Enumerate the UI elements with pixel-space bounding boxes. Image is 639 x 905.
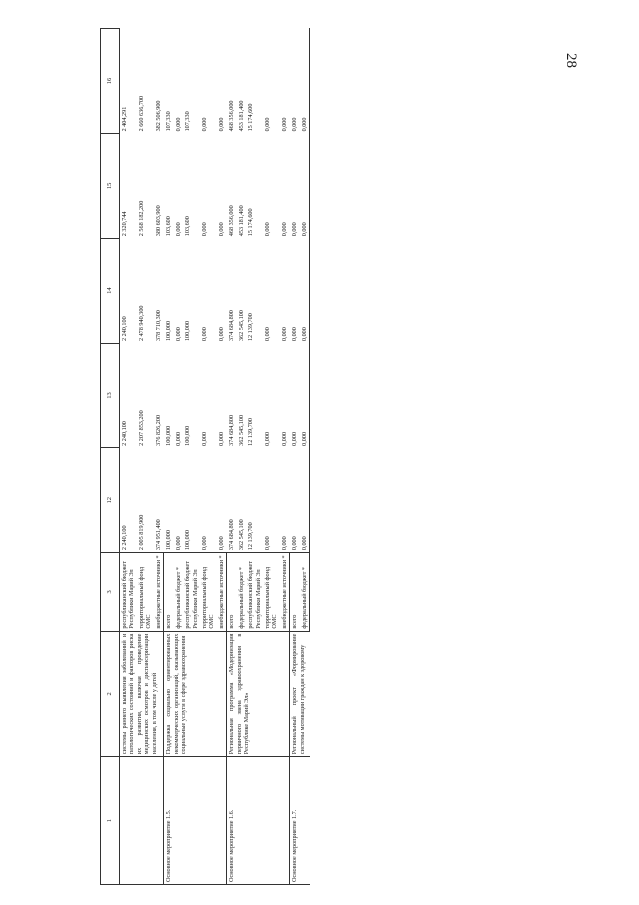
column-header: 16	[101, 29, 120, 134]
event-description: Региональная программа «Модернизация первичного звена здравоохранения в Республике Марий Эл»	[227, 631, 290, 757]
amount-cell: 0,000	[280, 327, 288, 342]
column-header: 15	[101, 133, 120, 238]
amount-cell: 0,000	[290, 327, 298, 342]
amount-cell: 378 710,300	[154, 310, 162, 342]
table-body	[120, 29, 310, 885]
page-number	[560, 40, 580, 80]
amount-cell: 0,000	[174, 536, 182, 551]
funding-source: республиканский бюджет Республики Марий Эл	[183, 553, 200, 631]
amount-cell: 15 174,600	[247, 208, 255, 237]
amount-cell: 2 240,100	[121, 421, 128, 446]
amount-cell: 2 478 940,300	[137, 305, 145, 342]
funding-source: внебюджетные источники *	[217, 553, 227, 631]
amount-cell: 0,000	[264, 327, 271, 342]
amount-cell: 0,000	[217, 117, 225, 132]
amount-cell: 0,000	[280, 222, 288, 237]
table-row	[120, 29, 137, 885]
event-label: Основное мероприятие 1.6.	[227, 757, 290, 885]
amount-cell: 15 174,600	[247, 103, 255, 132]
funding-source: территориальный фонд ОМС	[263, 553, 280, 631]
amount-cell: 0,000	[264, 536, 271, 551]
amount-cell: 0,000	[300, 448, 310, 553]
funding-source: всего	[290, 553, 300, 631]
amount-cell: 0,000	[290, 222, 298, 237]
amount-cell: 2 404,291	[121, 106, 128, 132]
funding-source: федеральный бюджет *	[237, 553, 246, 631]
amount-cell: 12 139,700	[247, 418, 255, 446]
event-label: Основное мероприятие 1.5.	[164, 757, 227, 885]
amount-cell: 100,000	[184, 425, 192, 446]
page-number-text: 28	[562, 52, 579, 68]
amount-cell: 468 356,000	[227, 205, 235, 237]
amount-cell: 0,000	[290, 117, 298, 132]
amount-cell: 362 545,100	[237, 519, 245, 551]
table-row	[227, 29, 237, 885]
event-label: Основное мероприятие 1.7.	[290, 757, 310, 885]
amount-cell: 100,000	[164, 320, 172, 342]
amount-cell: 0,000	[174, 327, 182, 342]
event-description: Поддержка социально ориентированных некоммерческих организаций, оказывающих социальные услуги в сфере здравоохранения	[164, 631, 227, 757]
funding-source: территориальный фонд ОМС	[137, 553, 154, 631]
amount-cell: 103,600	[184, 216, 192, 237]
amount-cell: 362 545,100	[237, 414, 245, 446]
rotated-table-area	[100, 28, 551, 885]
column-header: 13	[101, 343, 120, 448]
amount-cell: 0,000	[300, 133, 310, 238]
amount-cell: 0,000	[217, 327, 225, 342]
amount-cell: 376 826,200	[154, 414, 162, 446]
amount-cell: 0,000	[217, 536, 225, 551]
funding-source: республиканский бюджет Республики Марий Эл	[246, 553, 263, 631]
event-description: системы раннего выявления заболеваний и патологических состояний и факторов риска их развития, включая проведение медицинских осмотров и диспансеризации населения, в том числе у детей	[120, 631, 164, 757]
amount-cell: 100,000	[184, 530, 192, 551]
funding-source: республиканский бюджет Республики Марий Эл	[120, 553, 137, 631]
amount-cell: 453 181,400	[237, 100, 245, 132]
amount-cell: 100,000	[184, 320, 192, 342]
amount-cell: 0,000	[280, 431, 288, 446]
amount-cell: 453 181,400	[237, 205, 245, 237]
amount-cell: 0,000	[174, 117, 182, 132]
amount-cell: 0,000	[264, 222, 271, 237]
amount-cell: 0,000	[200, 536, 208, 551]
funding-source: внебюджетные источники *	[280, 553, 290, 631]
rotated-table-wrapper	[100, 28, 551, 885]
amount-cell: 0,000	[200, 117, 208, 132]
amount-cell: 0,000	[280, 117, 288, 132]
funding-source: федеральный бюджет *	[300, 553, 310, 631]
table-row	[164, 29, 174, 885]
amount-cell: 374 684,800	[227, 310, 235, 342]
column-header: 12	[101, 448, 120, 553]
amount-cell: 0,000	[200, 431, 208, 446]
amount-cell: 374 951,400	[154, 519, 162, 551]
amount-cell: 0,000	[174, 431, 182, 446]
amount-cell: 12 139,700	[247, 522, 255, 551]
amount-cell: 2 240,100	[121, 316, 128, 342]
amount-cell: 103,600	[164, 216, 172, 237]
funding-source: федеральный бюджет *	[174, 553, 183, 631]
amount-cell: 0,000	[300, 343, 310, 448]
funding-table	[100, 28, 310, 885]
amount-cell: 468 356,000	[227, 100, 235, 132]
amount-cell: 2 320,744	[121, 211, 128, 237]
amount-cell: 0,000	[200, 222, 208, 237]
amount-cell: 0,000	[290, 536, 298, 551]
header-row	[101, 29, 120, 885]
amount-cell: 100,000	[164, 425, 172, 446]
amount-cell: 382 506,900	[154, 100, 162, 132]
amount-cell: 0,000	[217, 431, 225, 446]
amount-cell: 107,330	[164, 111, 172, 132]
table-row	[290, 29, 300, 885]
funding-source: всего	[164, 553, 174, 631]
amount-cell: 2 568 182,200	[137, 200, 145, 237]
column-header: 14	[101, 238, 120, 343]
event-label	[120, 757, 164, 885]
column-header: 2	[101, 631, 120, 757]
amount-cell: 0,000	[200, 327, 208, 342]
amount-cell: 107,330	[184, 111, 192, 132]
funding-source: всего	[227, 553, 237, 631]
amount-cell: 0,000	[174, 222, 182, 237]
column-header: 3	[101, 553, 120, 631]
amount-cell: 2 660 636,700	[137, 95, 145, 132]
amount-cell: 12 139,700	[247, 313, 255, 342]
amount-cell: 2 005 819,900	[137, 514, 145, 551]
amount-cell: 0,000	[264, 431, 271, 446]
amount-cell: 0,000	[290, 431, 298, 446]
amount-cell: 2 240,100	[121, 525, 128, 551]
event-description: Региональный проект «Формирование системы мотивации граждан к здоровому	[290, 631, 310, 757]
funding-source: внебюджетные источники *	[154, 553, 164, 631]
amount-cell: 0,000	[300, 238, 310, 343]
amount-cell: 0,000	[280, 536, 288, 551]
amount-cell: 0,000	[300, 29, 310, 134]
amount-cell: 374 684,800	[227, 414, 235, 446]
amount-cell: 380 603,900	[154, 205, 162, 237]
amount-cell: 100,000	[164, 530, 172, 551]
funding-source: территориальный фонд ОМС	[200, 553, 217, 631]
amount-cell: 362 545,100	[237, 310, 245, 342]
amount-cell: 0,000	[217, 222, 225, 237]
amount-cell: 374 684,800	[227, 519, 235, 551]
amount-cell: 0,000	[264, 117, 271, 132]
amount-cell: 2 207 853,200	[137, 410, 145, 446]
column-header: 1	[101, 757, 120, 885]
